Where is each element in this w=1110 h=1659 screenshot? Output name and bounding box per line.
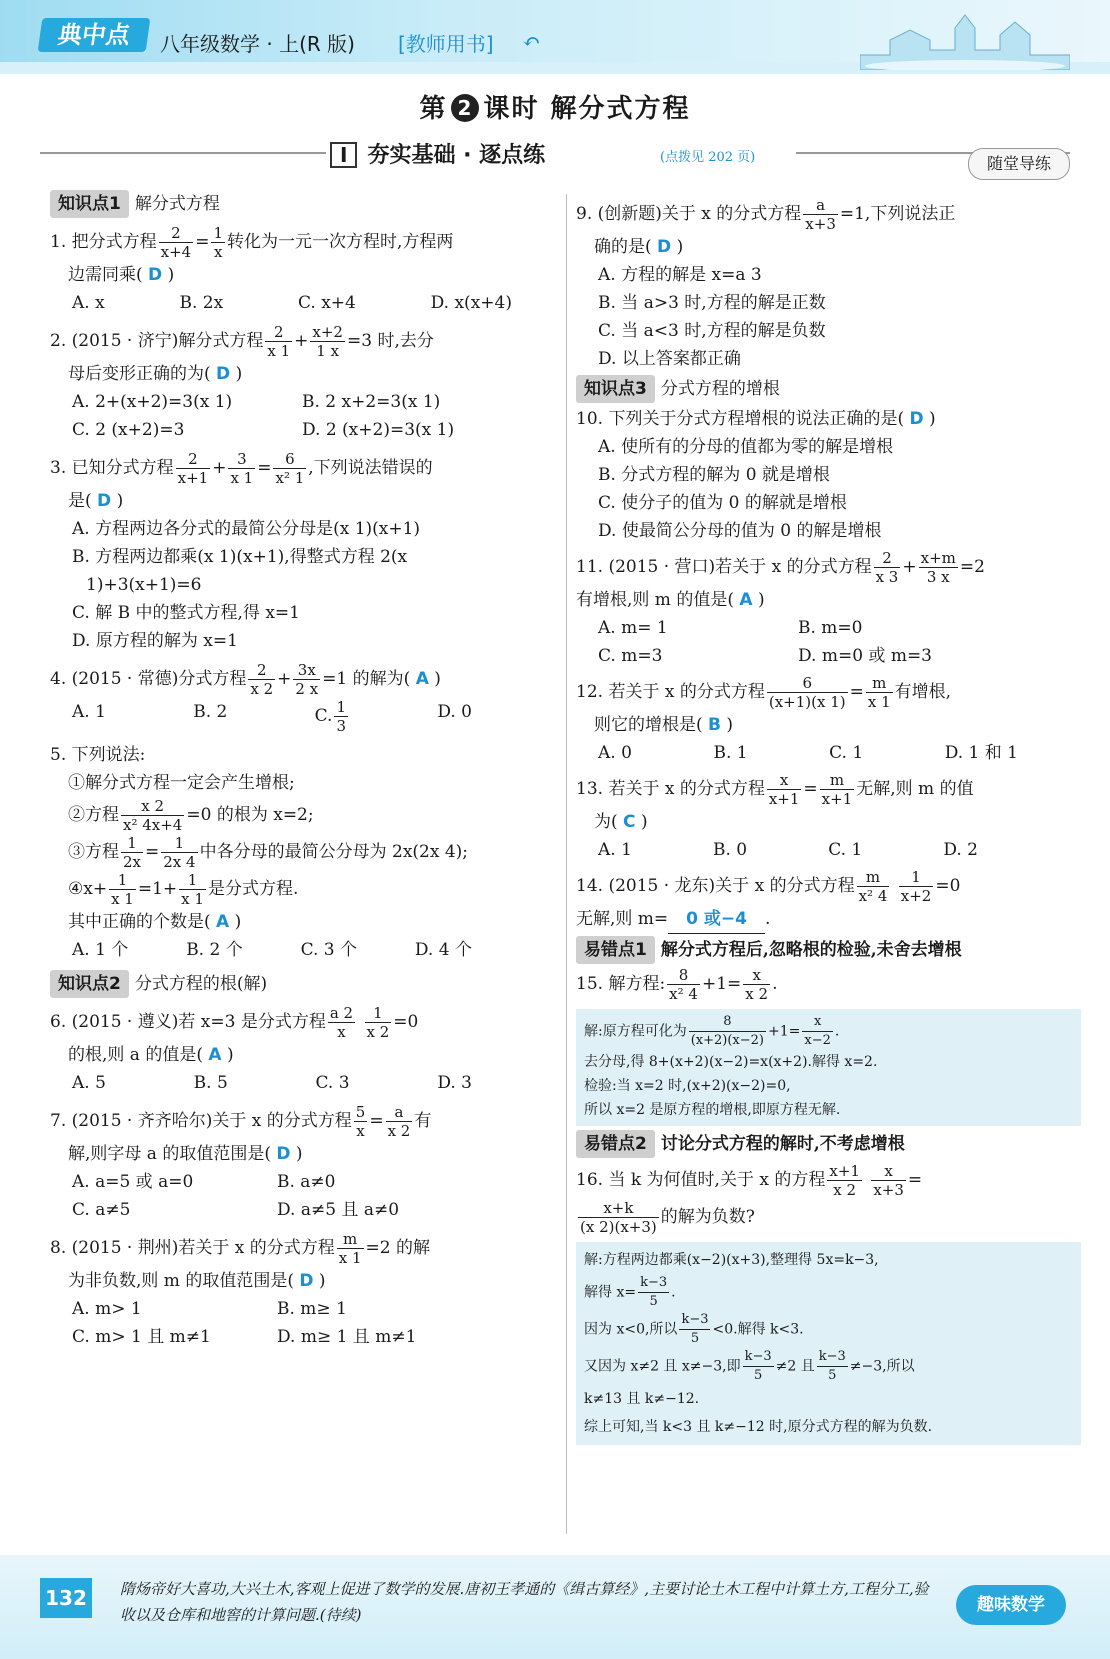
question-13: 13. 若关于 x 的分式方程 $\frac{x}{x+1}$ = $\frac{m}{x+1}$ 无解,则 m 的值 为( C ) A. 1 B. 0 C. 1 D. 2 xyxy=(576,771,978,860)
kp1-tag: 知识点1 xyxy=(50,190,129,218)
kp3-text: 分式方程的增根 xyxy=(660,379,780,399)
fun-math-badge: 趣味数学 xyxy=(956,1585,1066,1625)
answer: D xyxy=(276,1144,291,1164)
page-number: 132 xyxy=(40,1578,92,1618)
answer: D xyxy=(97,491,112,511)
kp3-heading xyxy=(576,375,1081,403)
question-2: 2. (2015 · 济宁)解分式方程 $\frac{2}{x 1}$ + $\frac{x+2}{1 x}$ =3 时,去分 母后变形正确的为( D ) A. 2+(x+2)=3(x 1) B. 2 x+2=3(x 1) C. 2 (x+2)=3 D. 2 (x+2)=3(x 1) xyxy=(50,323,455,440)
answer: B xyxy=(708,715,722,735)
teacher-edition-label: [教师用书] xyxy=(398,32,494,56)
ep1-text: 解分式方程后,忽略根的检验,未舍去增根 xyxy=(660,940,962,960)
kp1-heading xyxy=(50,190,555,218)
book-title: 八年级数学 · 上(R 版) xyxy=(160,32,355,56)
question-14: 14. (2015 · 龙东)关于 x 的分式方程 $\frac{m}{\text{x² 4}}$ $\frac{1}{x+2}$ =0 无解,则 m= 0 或−4 . xyxy=(576,868,1081,934)
kp2-text: 分式方程的根(解) xyxy=(134,974,268,994)
solution-16: 解:方程两边都乘(x−2)(x+3),整理得 5x=k−3, 解得 x= $\frac{k-3}{5}$ . 因为 x<0,所以 $\frac{k-3}{5}$ <0.解得 k<3. 又因为 x≠2 且 x≠−3,即 $\frac{k-3}{5}$ ≠2 且 $\frac{k-3}{5}$ ≠−3,所以 k≠13 且 k≠−12. 综上可知,当 k<3 且 k≠−12 时,原分式方程的解为负数. xyxy=(576,1242,1081,1445)
left-column xyxy=(50,190,555,1351)
ep2-heading xyxy=(576,1130,1081,1158)
answer: D xyxy=(909,409,924,429)
question-10: 10. 下列关于分式方程增根的说法正确的是( D ) A. 使所有的分母的值都为零的解是增根 B. 分式方程的解为 0 就是增根 C. 使分子的值为 0 的解就是增根 D. 使最简公分母的值为 0 的解是增根 xyxy=(576,409,936,541)
lesson-prefix: 第 xyxy=(419,94,448,124)
lesson-title xyxy=(0,88,1110,125)
answer: A xyxy=(415,669,429,689)
return-arrow-icon: ↶ xyxy=(522,30,541,55)
city-skyline-icon xyxy=(860,10,1070,70)
answer: A xyxy=(216,912,230,932)
footer-note: 隋炀帝好大喜功,大兴土木,客观上促进了数学的发展.唐初王孝通的《缉古算经》,主要讨论土木工程中计算土方,工程分工,验收以及仓库和地窖的计算问题.(待续) xyxy=(120,1580,929,1624)
question-11: 11. (2015 · 营口)若关于 x 的分式方程 $\frac{2}{x 3}$ + $\frac{x+m}{3 x}$ =2 有增根,则 m 的值是( A ) A. m= 1 B. m=0 C. m=3 D. m=0 或 m=3 xyxy=(576,549,985,666)
column-divider xyxy=(566,194,567,1534)
section-roman: I xyxy=(330,142,357,168)
ep2-tag: 易错点2 xyxy=(576,1130,655,1158)
answer: D xyxy=(148,265,163,285)
question-8: 8. (2015 · 荆州)若关于 x 的分式方程 $\frac{m}{x 1}$ =2 的解 为非负数,则 m 的取值范围是( D ) A. m> 1 B. m≥ 1 C. m> 1 且 m≠1 D. m≥ 1 且 m≠1 xyxy=(50,1230,431,1347)
question-4: 4. (2015 · 常德)分式方程 $\frac{2}{x 2}$ + $\frac{3x}{2 x}$ =1 的解为( A ) A. 1 B. 2 C. $\frac{1}{3}$ D. 0 xyxy=(50,661,472,735)
section-label: 夯实基础 · 逐点练 xyxy=(367,143,546,168)
question-1: 1. 把分式方程 $\frac{2}{x+4}$ = $\frac{1}{x}$ 转化为一元一次方程时,方程两 边需同乘( D ) A. x B. 2x C. x+4 D. x(x+4) xyxy=(50,224,512,313)
answer: A xyxy=(208,1045,222,1065)
kp2-heading xyxy=(50,970,555,998)
answer: D xyxy=(299,1271,314,1291)
section-note: (点拨见 202 页) xyxy=(660,150,756,165)
kp3-tag: 知识点3 xyxy=(576,375,655,403)
solution-15: 解:原方程可化为 $\frac{8}{(x+2)(x-2)}$ +1= $\frac{x}{x-2}$ . 去分母,得 8+(x+2)(x−2)=x(x+2).解得 x=2. 检验:当 x=2 时,(x+2)(x−2)=0, 所以 x=2 是原方程的增根,即原方程无解. xyxy=(576,1009,1081,1126)
kp1-text: 解分式方程 xyxy=(134,194,220,214)
question-5: 5. 下列说法: ①解分式方程一定会产生增根; ②方程 $\frac{x 2}{\text{x² 4x+4}}$ =0 的根为 x=2; ③方程 $\frac{1}{2x}$ = $\frac{1}{2x 4}$ 中各分母的最简公分母为 2x(2x 4); ④x+ $\frac{1}{x 1}$ =1+ $\frac{1}{x 1}$ 是分式方程. 其中正确的个数是( A ) A. 1 个 B. 2 个 C. 3 个 D. 4 个 xyxy=(50,745,472,960)
ep1-heading xyxy=(576,936,1081,964)
answer: C xyxy=(623,812,636,832)
answer: D xyxy=(657,237,672,257)
right-column xyxy=(576,196,1081,1445)
guide-badge: 随堂导练 xyxy=(968,148,1070,180)
ep2-text: 讨论分式方程的解时,不考虑增根 xyxy=(660,1134,905,1154)
question-9: 9. (创新题)关于 x 的分式方程 $\frac{a}{x+3}$ =1,下列说法正 确的是( D ) A. 方程的解是 x=a 3 B. 当 a>3 时,方程的解是正数 C. 当 a<3 时,方程的解是负数 D. 以上答案都正确 xyxy=(576,196,956,369)
answer: A xyxy=(739,590,753,610)
question-12: 12. 若关于 x 的分式方程 $\frac{6}{(x+1)(x 1)}$ = $\frac{m}{x 1}$ 有增根, 则它的增根是( B ) A. 0 B. 1 C. 1 D. 1 和 1 xyxy=(576,674,1018,763)
brand-logo: 典中点 xyxy=(38,18,151,52)
answer: 0 或−4 xyxy=(668,905,765,934)
question-3: 3. 已知分式方程 $\frac{2}{x+1}$ + $\frac{3}{x 1}$ = $\frac{6}{\text{x² 1}}$ ,下列说法错误的 是( D ) A. 方程两边各分式的最简公分母是(x 1)(x+1) B. 方程两边都乘(x 1)(x+1),得整式方程 2(x 1)+3(x+1)=6 C. 解 B 中的整式方程,得 x=1 D. 原方程的解为 x=1 xyxy=(50,450,433,651)
question-7: 7. (2015 · 齐齐哈尔)关于 x 的分式方程 $\frac{5}{x}$ = $\frac{a}{x 2}$ 有 解,则字母 a 的取值范围是( D ) A. a=5 或 a=0 B. a≠0 C. a≠5 D. a≠5 且 a≠0 xyxy=(50,1103,432,1220)
section-heading xyxy=(330,138,545,169)
ep1-tag: 易错点1 xyxy=(576,936,655,964)
question-6: 6. (2015 · 遵义)若 x=3 是分式方程 $\frac{a 2}{x}$ $\frac{1}{x 2}$ =0 的根,则 a 的值是( A ) A. 5 B. 5 C. 3 D. 3 xyxy=(50,1004,472,1093)
lesson-name: 课时 解分式方程 xyxy=(483,94,691,124)
question-15: 15. 解方程: $\frac{8}{\text{x² 4}}$ +1= $\frac{x}{x 2}$ . 解:原方程可化为 $\frac{8}{(x+2)(x-2)}$ +1= $\frac{x}{x-2}$ . 去分母,得 8+(x+2)(x−2)=x(x+2).解得 x=2. 检验:当 x=2 时,(x+2)(x−2)=0, 所以 x=2 是原方程的增根,即原方程无解. xyxy=(576,966,1081,1126)
question-16: 16. 当 k 为何值时,关于 x 的方程 $\frac{x+1}{x 2}$ $\frac{x}{x+3}$ = $\frac{x+k}{(x 2)(x+3)}$ 的解为负数? 解:方程两边都乘(x−2)(x+3),整理得 5x=k−3, 解得 x= $\frac{k-3}{5}$ . 因为 x<0,所以 $\frac{k-3}{5}$ <0.解得 k<3. 又因为 x≠2 且 x≠−3,即 $\frac{k-3}{5}$ ≠2 且 $\frac{k-3}{5}$ ≠−3,所以 k≠13 且 k≠−12. 综上可知,当 k<3 且 k≠−12 时,原分式方程的解为负数. xyxy=(576,1162,1081,1445)
lesson-number: 2 xyxy=(451,94,479,122)
kp2-tag: 知识点2 xyxy=(50,970,129,998)
answer: D xyxy=(216,364,231,384)
